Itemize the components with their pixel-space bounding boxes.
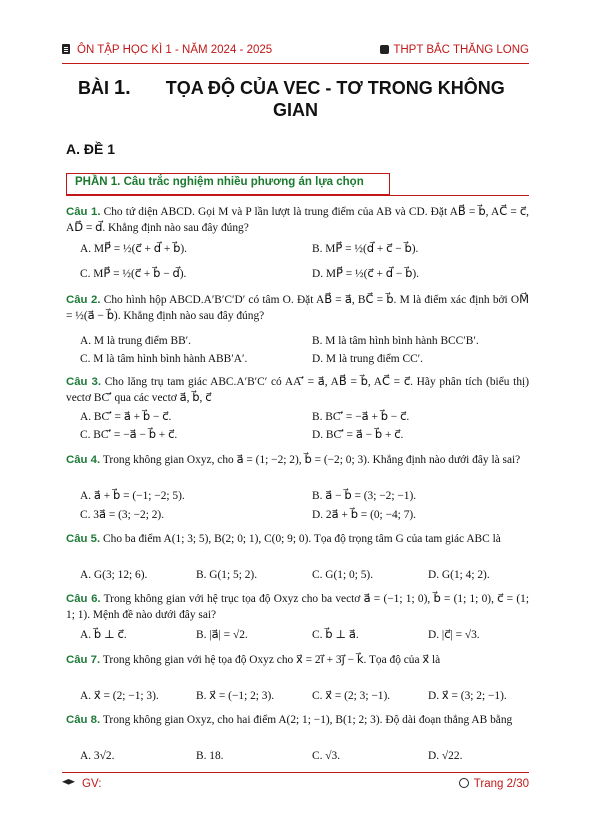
header-right-text: THPT BẮC THĂNG LONG [393,44,529,56]
question-text: Trong không gian với hệ trục tọa độ Oxyz cho ba vectơ a⃗ = (−1; 1; 0), b⃗ = (1; 1; 0), c⃗ = (1; 1; 1). Mệnh đề nào dưới đây sai? [66,593,529,621]
question-2 [66,292,529,324]
part-heading: PHẦN 1. Câu trắc nghiệm nhiều phương án lựa chọn [75,176,364,188]
title-prefix: BÀI [78,78,109,98]
question-text: Cho lăng trụ tam giác ABC.A′B′C′ có AA′⃗ = a⃗, AB⃗ = b⃗, AC⃗ = c⃗. Hãy phân tích (biểu thị) vectơ BC′⃗ qua các vectơ a⃗, b⃗, c⃗ [66,376,529,404]
footer-teacher: GV: [82,778,102,790]
question-label: Câu 7. [66,654,101,666]
question-6 [66,591,529,623]
footer-divider [62,772,529,773]
document-icon [62,44,70,54]
option-d: D. 2a⃗ + b⃗ = (0; −4; 7). [312,509,417,521]
question-label: Câu 2. [66,294,101,306]
page-number: Trang 2/30 [473,778,529,790]
option-a: A. 3√2. [80,750,115,762]
question-text: Trong không gian với hệ tọa độ Oxyz cho x⃗ = 2i⃗ + 3j⃗ − k⃗. Tọa độ của x⃗ là [102,654,441,666]
option-a: A. MP⃗ = ½(c⃗ + d⃗ + b⃗). [80,243,187,255]
option-b: B. 18. [196,750,224,762]
graduation-cap-icon [62,779,75,786]
header-left-text: ÔN TẬP HỌC KÌ 1 - NĂM 2024 - 2025 [77,44,273,56]
header-divider [62,63,529,64]
title-line1: TỌA ĐỘ CỦA VEC - TƠ TRONG KHÔNG [165,78,505,98]
title-line2: GIAN [273,100,318,120]
option-d: D. √22. [428,750,463,762]
question-5 [66,531,529,547]
option-a: A. G(3; 12; 6). [80,569,148,581]
question-label: Câu 6. [66,593,101,605]
option-a: A. BC′⃗ = a⃗ + b⃗ − c⃗. [80,411,172,423]
question-4 [66,452,529,468]
option-d: D. |c⃗| = √3. [428,629,480,641]
part-heading-box [66,173,390,195]
question-text: Cho ba điểm A(1; 3; 5), B(2; 0; 1), C(0; 9; 0). Tọa độ trọng tâm G của tam giác ABC là [103,533,501,545]
option-d: D. G(1; 4; 2). [428,569,490,581]
question-text: Trong không gian Oxyz, cho a⃗ = (1; −2; 2), b⃗ = (−2; 0; 3). Khẳng định nào dưới đây là sai? [102,454,521,466]
question-7 [66,652,529,668]
option-d: D. x⃗ = (3; 2; −1). [428,690,507,702]
question-text: Trong không gian Oxyz, cho hai điểm A(2; 1; −1), B(1; 2; 3). Độ dài đoạn thẳng AB bằng [102,714,513,726]
question-8 [66,712,529,728]
section-heading: A. ĐỀ 1 [66,141,116,157]
option-c: C. MP⃗ = ½(c⃗ + b⃗ − d⃗). [80,268,187,280]
question-text: Cho hình hộp ABCD.A′B′C′D′ có tâm O. Đặt AB⃗ = a⃗, BC⃗ = b⃗. M là điểm xác định bởi OM⃗ = ½(a⃗ − b⃗). Khẳng định nào sau đây đúng? [66,294,529,322]
option-b: B. G(1; 5; 2). [196,569,258,581]
option-b: B. x⃗ = (−1; 2; 3). [196,690,275,702]
option-c: C. M là tâm hình bình hành ABB′A′. [80,353,248,365]
option-c: C. √3. [312,750,341,762]
title-number: 1. [114,77,131,99]
question-label: Câu 3. [66,376,102,388]
option-c: C. G(1; 0; 5). [312,569,374,581]
option-b: B. |a⃗| = √2. [196,629,248,641]
option-a: A. a⃗ + b⃗ = (−1; −2; 5). [80,490,185,502]
part-divider [66,195,529,196]
question-label: Câu 8. [66,714,101,726]
clock-icon [459,778,469,788]
question-3 [66,374,529,406]
footer-right [459,778,529,790]
question-text: Cho tứ diện ABCD. Gọi M và P lần lượt là trung điểm của AB và CD. Đặt AB⃗ = b⃗, AC⃗ = c⃗, AD⃗ = d⃗. Khẳng định nào sau đây đúng? [66,206,529,234]
phone-icon [380,45,389,54]
lesson-title [78,77,505,100]
option-d: D. BC′⃗ = a⃗ − b⃗ + c⃗. [312,429,404,441]
question-label: Câu 5. [66,533,101,545]
option-b: B. a⃗ − b⃗ = (3; −2; −1). [312,490,417,502]
option-b: B. M là tâm hình bình hành BCC′B′. [312,335,479,347]
option-d: D. MP⃗ = ½(c⃗ + d⃗ − b⃗). [312,268,419,280]
header-left [62,44,272,56]
page-header [62,44,529,62]
option-b: B. MP⃗ = ½(d⃗ + c⃗ − b⃗). [312,243,419,255]
option-a: A. b⃗ ⊥ c⃗. [80,629,127,641]
option-a: A. x⃗ = (2; −1; 3). [80,690,159,702]
question-label: Câu 1. [66,206,101,218]
option-c: C. BC′⃗ = −a⃗ − b⃗ + c⃗. [80,429,178,441]
header-right [380,44,529,56]
question-label: Câu 4. [66,454,101,466]
option-c: C. b⃗ ⊥ a⃗. [312,629,359,641]
footer-left [62,778,101,790]
option-c: C. x⃗ = (2; 3; −1). [312,690,391,702]
question-1 [66,204,529,236]
option-a: A. M là trung điểm BB′. [80,335,192,347]
option-c: C. 3a⃗ = (3; −2; 2). [80,509,165,521]
option-d: D. M là trung điểm CC′. [312,353,424,365]
option-b: B. BC′⃗ = −a⃗ + b⃗ − c⃗. [312,411,410,423]
